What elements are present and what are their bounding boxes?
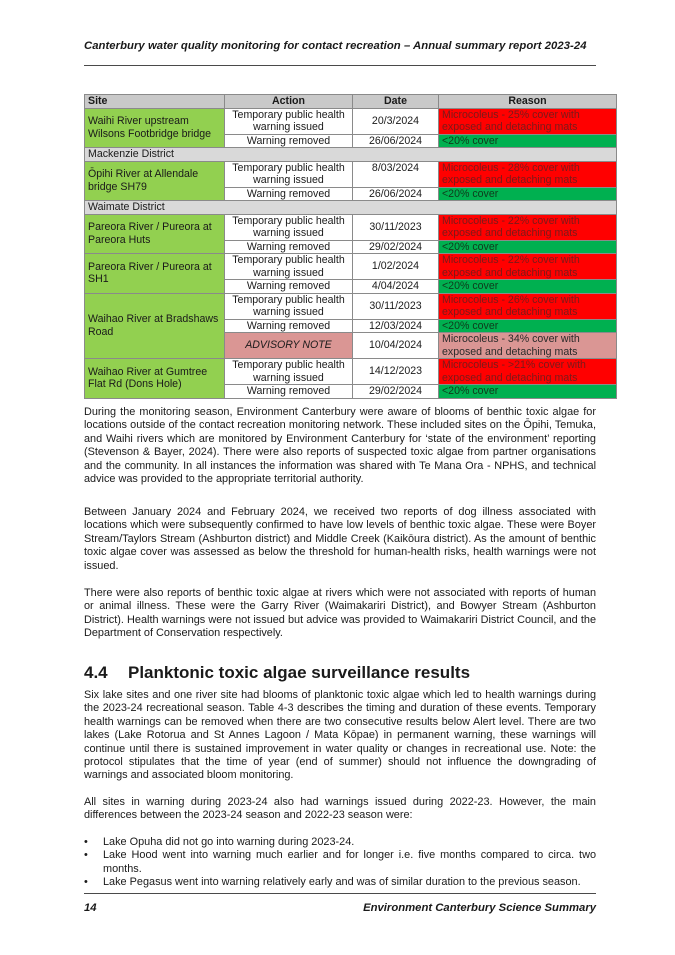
site-cell: Waihi River upstream Wilsons Footbridge bridge	[85, 108, 225, 148]
date-cell: 4/04/2024	[353, 280, 439, 294]
reason-cell: Microcoleus - 26% cover with exposed and detaching mats	[439, 293, 617, 319]
reason-cell: Microcoleus - 28% cover with exposed and detaching mats	[439, 161, 617, 187]
reason-cell: Microcoleus - 25% cover with exposed and detaching mats	[439, 108, 617, 134]
bullet-icon: •	[84, 876, 88, 889]
action-cell: Temporary public health warning issued	[225, 108, 353, 134]
table-row	[85, 108, 617, 134]
column-header-date: Date	[353, 95, 439, 109]
advisory-note-cell: ADVISORY NOTE	[225, 333, 353, 359]
column-header-site: Site	[85, 95, 225, 109]
reason-cell: Microcoleus - 22% cover with exposed and detaching mats	[439, 214, 617, 240]
reason-cell: Microcoleus - 34% cover with exposed and detaching mats	[439, 333, 617, 359]
date-cell: 26/06/2024	[353, 134, 439, 148]
reason-cell: <20% cover	[439, 187, 617, 201]
district-label: Mackenzie District	[85, 148, 617, 162]
list-item	[84, 876, 596, 889]
date-cell: 10/04/2024	[353, 333, 439, 359]
action-cell: Warning removed	[225, 319, 353, 333]
bullet-icon: •	[84, 849, 88, 862]
site-cell: Waihao River at Bradshaws Road	[85, 293, 225, 359]
footer-rule	[84, 893, 596, 894]
action-cell: Temporary public health warning issued	[225, 214, 353, 240]
district-row	[85, 201, 617, 215]
section-title: Planktonic toxic algae surveillance results	[128, 663, 471, 682]
site-cell: Pareora River / Pureora at Pareora Huts	[85, 214, 225, 254]
warnings-table	[84, 94, 617, 399]
date-cell: 29/02/2024	[353, 240, 439, 254]
action-cell: Warning removed	[225, 240, 353, 254]
footer-title: Environment Canterbury Science Summary	[363, 902, 596, 914]
date-cell: 29/02/2024	[353, 385, 439, 399]
list-item	[84, 849, 596, 876]
reason-cell: Microcoleus - >21% cover with exposed and detaching mats	[439, 359, 617, 385]
action-cell: Warning removed	[225, 385, 353, 399]
action-cell: Warning removed	[225, 134, 353, 148]
column-header-action: Action	[225, 95, 353, 109]
action-cell: Warning removed	[225, 187, 353, 201]
differences-list	[84, 836, 596, 890]
list-item-text: Lake Pegasus went into warning relatively early and was of similar duration to the previous season.	[103, 876, 581, 889]
reason-cell: Microcoleus - 22% cover with exposed and detaching mats	[439, 254, 617, 280]
table-row	[85, 214, 617, 240]
paragraph-dog-illness: Between January 2024 and February 2024, we received two reports of dog illness associated with locations which were subsequently confirmed to have low levels of benthic toxic algae. These were Boyer Stream/Taylors Stream (Ashburton district) and Middle Creek (Kaikōura district). As the amount of benthic toxic algae cover was assessed as below the threshold for human-health risks, health warnings were not issued.	[84, 506, 596, 572]
date-cell: 8/03/2024	[353, 161, 439, 187]
section-heading	[84, 663, 470, 683]
district-label: Waimate District	[85, 201, 617, 215]
table-header-row	[85, 95, 617, 109]
date-cell: 26/06/2024	[353, 187, 439, 201]
table-row	[85, 293, 617, 319]
date-cell: 30/11/2023	[353, 293, 439, 319]
reason-cell: <20% cover	[439, 319, 617, 333]
paragraph-offnetwork-blooms: During the monitoring season, Environment Canterbury were aware of blooms of benthic toxic algae for locations outside of the contact recreation monitoring network. These included sites on the Ōpihi, Temuka, and Waihi rivers which are monitored by Environment Canterbury for ‘state of the environment’ reporting (Stevenson & Bayer, 2024). There were also reports of suspected toxic algae from partner organisations and the community. In all instances the information was shared with Te Mana Ora - NPHS, and technical advice was provided to the appropriate territorial authority.	[84, 406, 596, 486]
date-cell: 12/03/2024	[353, 319, 439, 333]
district-row	[85, 148, 617, 162]
page-number: 14	[84, 902, 97, 914]
date-cell: 1/02/2024	[353, 254, 439, 280]
reason-cell: <20% cover	[439, 134, 617, 148]
date-cell: 30/11/2023	[353, 214, 439, 240]
site-cell: Pareora River / Pureora at SH1	[85, 254, 225, 294]
table-row	[85, 161, 617, 187]
list-item	[84, 836, 596, 849]
site-cell: Waihao River at Gumtree Flat Rd (Dons Hole)	[85, 359, 225, 399]
action-cell: Temporary public health warning issued	[225, 359, 353, 385]
list-item-text: Lake Opuha did not go into warning during 2023-24.	[103, 836, 355, 848]
running-header: Canterbury water quality monitoring for contact recreation – Annual summary report 2023-24	[84, 40, 587, 52]
section-number: 4.4	[84, 663, 108, 682]
list-item-text: Lake Hood went into warning much earlier and for longer i.e. five months compared to circa. two months.	[103, 849, 596, 875]
reason-cell: <20% cover	[439, 240, 617, 254]
bullet-icon: •	[84, 836, 88, 848]
action-cell: Temporary public health warning issued	[225, 161, 353, 187]
header-rule	[84, 65, 596, 66]
site-cell: Ōpihi River at Allendale bridge SH79	[85, 161, 225, 201]
column-header-reason: Reason	[439, 95, 617, 109]
paragraph-season-differences: All sites in warning during 2023-24 also had warnings issued during 2022-23. However, the main differences between the 2023-24 season and 2022-23 season were:	[84, 796, 596, 822]
date-cell: 14/12/2023	[353, 359, 439, 385]
table-row	[85, 254, 617, 280]
action-cell: Warning removed	[225, 280, 353, 294]
reason-cell: <20% cover	[439, 280, 617, 294]
table-row	[85, 359, 617, 385]
paragraph-other-reports: There were also reports of benthic toxic algae at rivers which were not associated with reports of human or animal illness. These were the Garry River (Waimakariri District), and Bowyer Stream (Ashburton District). Health warnings were not issued but advice was provided to Waimakariri District Council, and the Department of Conservation respectively.	[84, 587, 596, 640]
action-cell: Temporary public health warning issued	[225, 293, 353, 319]
paragraph-planktonic-summary: Six lake sites and one river site had blooms of planktonic toxic algae which led to health warnings during the 2023-24 recreational season. Table 4-3 describes the timing and duration of these events. Temporary health warnings can be removed when there are two consecutive results below Alert level. There are two lakes (Lake Rotorua and St Annes Lagoon / Mata Kōpae) in permanent warning, these warnings will continue until there is sustained improvement in water quality or changes in recreational use. Note: the protocol stipulates that the time of year (end of summer) should not influence the downgrading of warnings and associated bloom monitoring.	[84, 689, 596, 782]
date-cell: 20/3/2024	[353, 108, 439, 134]
action-cell: Temporary public health warning issued	[225, 254, 353, 280]
reason-cell: <20% cover	[439, 385, 617, 399]
